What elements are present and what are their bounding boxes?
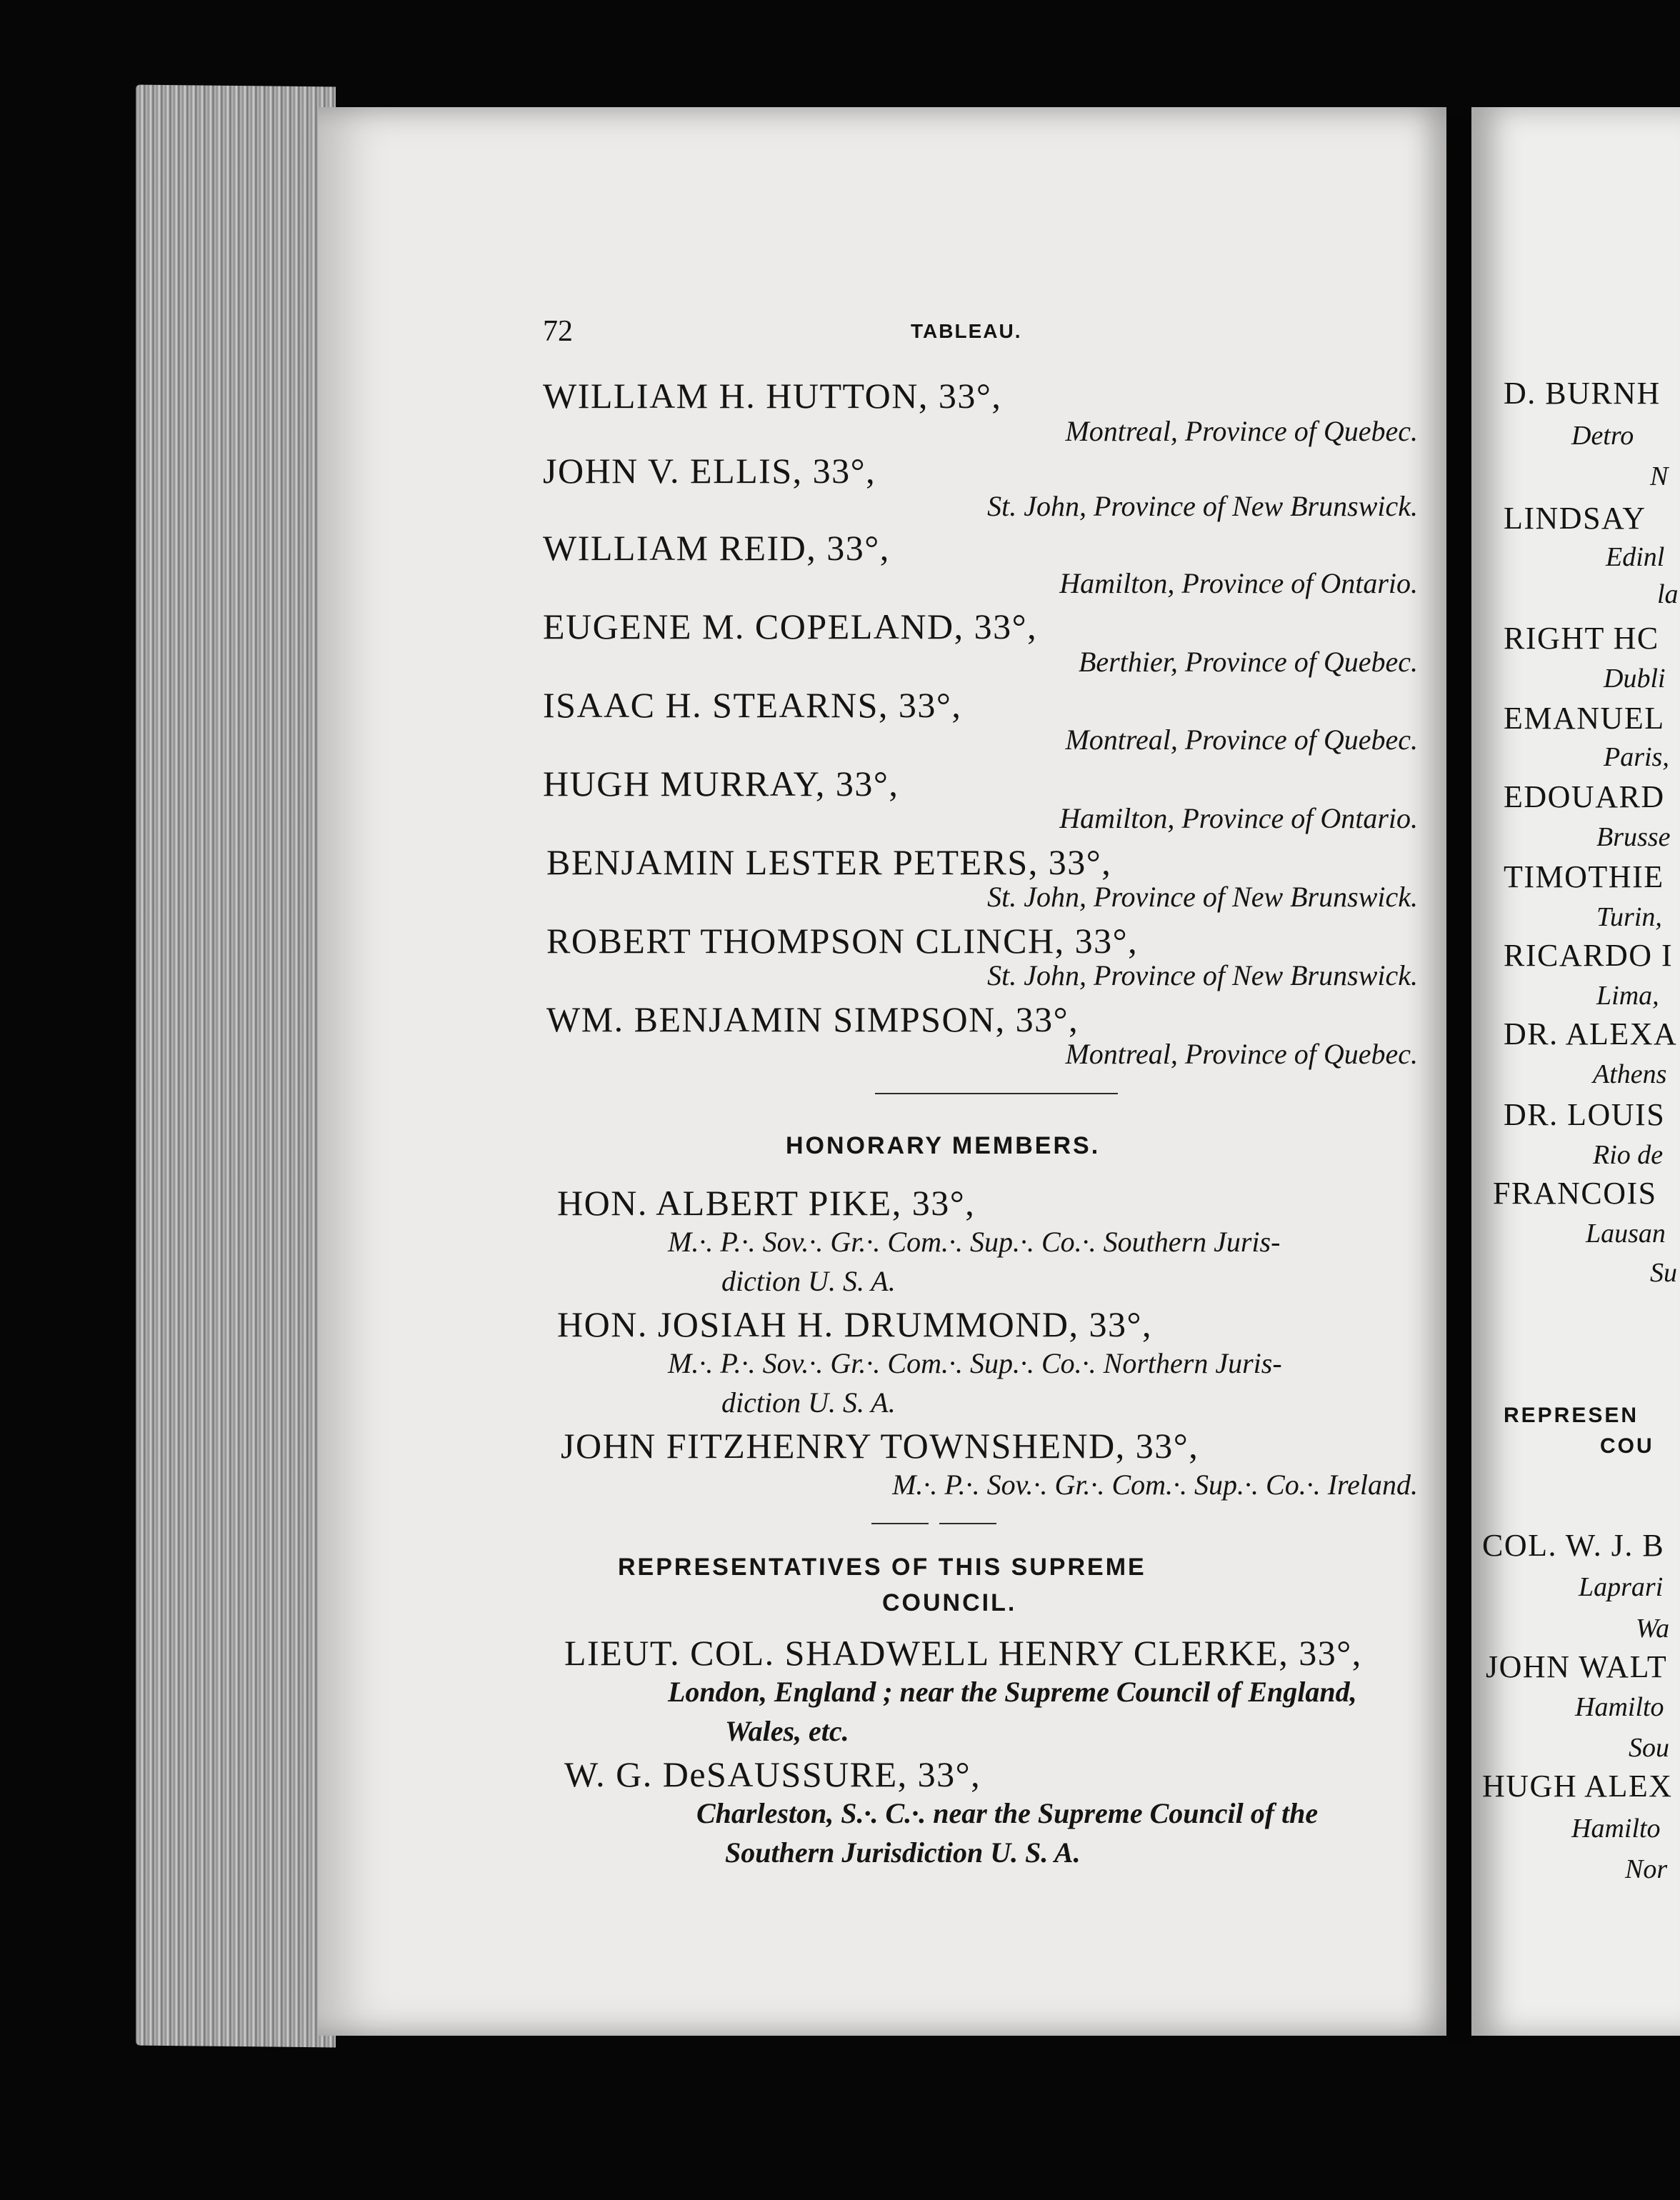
right-line: Paris,	[1604, 742, 1669, 772]
right-line: RICARDO I	[1504, 938, 1674, 973]
representative-place: Charleston, S.·. C.·. near the Supreme Council of the	[696, 1797, 1319, 1829]
member-place: St. John, Province of New Brunswick.	[987, 959, 1418, 991]
right-heading-cont: COU	[1600, 1434, 1654, 1458]
member-place: Montreal, Province of Quebec.	[1065, 415, 1418, 447]
right-line: Rio de	[1593, 1140, 1664, 1170]
section-divider	[939, 1523, 996, 1524]
right-line: COL. W. J. B	[1482, 1528, 1665, 1563]
right-page-fragment	[1471, 107, 1680, 2036]
right-line: Brusse	[1596, 822, 1671, 852]
representatives-heading-cont: COUNCIL.	[882, 1589, 1017, 1616]
right-line: EMANUEL	[1504, 701, 1665, 736]
right-line: Wa	[1636, 1614, 1670, 1644]
member-place: St. John, Province of New Brunswick.	[987, 490, 1418, 522]
representatives-heading: REPRESENTATIVES OF THIS SUPREME	[618, 1554, 1146, 1581]
representative-place: London, England ; near the Supreme Council of England,	[668, 1676, 1357, 1708]
member-place: Montreal, Province of Quebec.	[1065, 1038, 1418, 1070]
section-divider	[875, 1093, 1118, 1094]
right-line: Athens	[1593, 1059, 1667, 1089]
running-head: TABLEAU.	[911, 320, 1022, 342]
right-line: la	[1657, 579, 1679, 609]
member-name: HUGH MURRAY, 33°,	[543, 764, 899, 804]
right-line: Lausan	[1586, 1219, 1666, 1249]
member-place: St. John, Province of New Brunswick.	[987, 881, 1418, 913]
right-line: Edinl	[1606, 542, 1665, 572]
right-line: Hamilto	[1575, 1692, 1664, 1722]
member-name: ROBERT THOMPSON CLINCH, 33°,	[546, 921, 1139, 961]
representative-name: W. G. DeSAUSSURE, 33°,	[564, 1754, 981, 1794]
right-line: N	[1650, 461, 1669, 491]
section-divider	[871, 1523, 929, 1524]
right-line: Lima,	[1596, 981, 1659, 1011]
member-name: ISAAC H. STEARNS, 33°,	[543, 685, 962, 725]
honorary-title: M.·. P.·. Sov.·. Gr.·. Com.·. Sup.·. Co.·. Ireland.	[892, 1469, 1418, 1501]
member-name: WILLIAM H. HUTTON, 33°,	[543, 376, 1002, 416]
right-line: JOHN WALT	[1486, 1649, 1668, 1684]
honorary-heading: HONORARY MEMBERS.	[786, 1132, 1101, 1159]
honorary-title-cont: diction U. S. A.	[721, 1386, 896, 1419]
honorary-title: M.·. P.·. Sov.·. Gr.·. Com.·. Sup.·. Co.·. Northern Juris-	[668, 1347, 1282, 1379]
book-page-edges	[136, 85, 336, 2048]
right-line: Turin,	[1596, 902, 1662, 932]
right-heading: REPRESEN	[1504, 1404, 1639, 1427]
right-line: Laprari	[1579, 1572, 1664, 1602]
right-line: DR. ALEXA	[1504, 1016, 1678, 1051]
honorary-name: HON. ALBERT PIKE, 33°,	[557, 1183, 976, 1223]
left-page	[318, 107, 1446, 2036]
representative-name: LIEUT. COL. SHADWELL HENRY CLERKE, 33°,	[564, 1633, 1362, 1673]
member-place: Hamilton, Province of Ontario.	[1059, 802, 1418, 834]
member-name: JOHN V. ELLIS, 33°,	[543, 451, 876, 491]
right-line: HUGH ALEX	[1482, 1769, 1673, 1804]
page-number: 72	[543, 315, 573, 348]
right-line: LINDSAY	[1504, 501, 1646, 536]
right-line: Detro	[1571, 421, 1634, 451]
representative-place-cont: Southern Jurisdiction U. S. A.	[725, 1836, 1081, 1869]
right-line: Sou	[1629, 1733, 1669, 1763]
right-line: EDOUARD	[1504, 779, 1665, 814]
book-gutter	[1446, 114, 1475, 2043]
right-line: Hamilto	[1571, 1814, 1661, 1844]
honorary-title: M.·. P.·. Sov.·. Gr.·. Com.·. Sup.·. Co.·. Southern Juris-	[668, 1226, 1281, 1258]
honorary-name: JOHN FITZHENRY TOWNSHEND, 33°,	[561, 1426, 1199, 1466]
right-line: D. BURNH	[1504, 376, 1661, 411]
right-line: Nor	[1625, 1854, 1668, 1884]
right-line: FRANCOIS	[1493, 1176, 1657, 1211]
member-place: Hamilton, Province of Ontario.	[1059, 567, 1418, 599]
representative-place-cont: Wales, etc.	[725, 1715, 849, 1747]
honorary-name: HON. JOSIAH H. DRUMMOND, 33°,	[557, 1304, 1152, 1344]
right-line: Su	[1650, 1258, 1677, 1288]
honorary-title-cont: diction U. S. A.	[721, 1265, 896, 1297]
member-name: WILLIAM REID, 33°,	[543, 528, 890, 568]
member-place: Montreal, Province of Quebec.	[1065, 724, 1418, 756]
member-name: WM. BENJAMIN SIMPSON, 33°,	[546, 999, 1079, 1039]
member-name: BENJAMIN LESTER PETERS, 33°,	[546, 842, 1112, 882]
right-line: RIGHT HC	[1504, 621, 1659, 656]
member-place: Berthier, Province of Quebec.	[1078, 646, 1418, 678]
right-line: DR. LOUIS	[1504, 1097, 1666, 1132]
right-line: TIMOTHIE	[1504, 859, 1664, 894]
right-line: Dubli	[1604, 664, 1666, 694]
member-name: EUGENE M. COPELAND, 33°,	[543, 606, 1038, 646]
